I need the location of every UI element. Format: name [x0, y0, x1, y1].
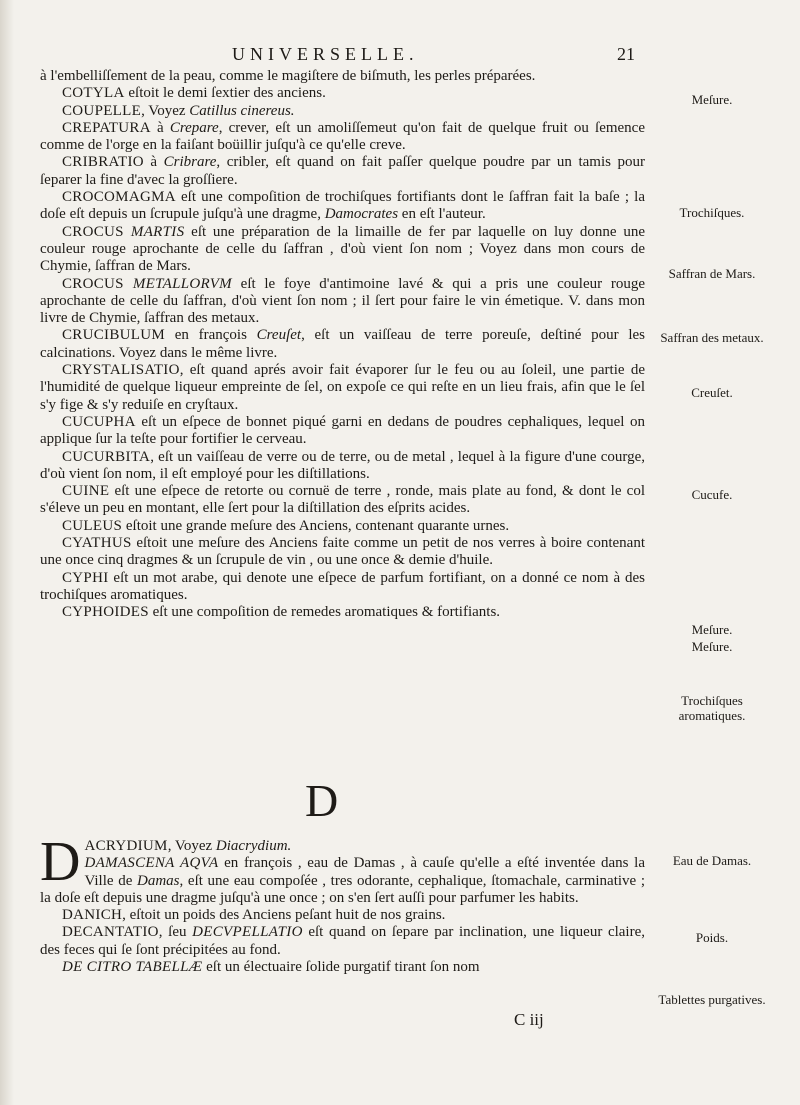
entry-coupelle: COUPELLE, Voyez Catillus cinereus. — [62, 102, 295, 119]
signature-mark: C iij — [514, 1010, 544, 1029]
entry-damascena: DAMASCENA AQVA en françois , eau de Damas , à cauſe qu'elle a eſté inventée dans la Ville de Damas, eſt une eau compoſée , tres odorante, cephalique, ſtomachale, carminative ; la doſe eſt depuis une dragme juſqu'à une once ; on s'en ſert auſſi pour parfumer les habits. — [40, 855, 646, 906]
entry-crocomagma: CROCOMAGMA eſt une compoſition de trochiſques fortifiants dont le ſaffran fait la baſe ; la doſe eſt depuis un ſcrupule juſqu'à une dragme, Damocrates en eſt l'auteur. — [40, 189, 645, 223]
marginal-note: Creuſet. — [691, 385, 733, 400]
entry-cuine: CUINE eſt une eſpece de retorte ou cornuë de terre , ronde, mais plate au fond, & dont le col s'éleve un peu en montant, elle ſert pour la diſtillation des eſprits acides. — [40, 483, 645, 517]
marginal-note: Saffran de Mars. — [668, 266, 756, 281]
marginal-note: Tablettes purgatives. — [658, 992, 766, 1007]
entry-danich: DANICH, eſtoit un poids des Anciens peſant huit de nos grains. — [62, 907, 446, 924]
marginal-note: Trochiſques. — [679, 205, 745, 220]
marginal-note: Meſure. — [691, 92, 733, 107]
marginal-note: Cucufe. — [691, 487, 733, 502]
marginal-note: Eau de Damas. — [672, 853, 752, 868]
drop-cap: D — [40, 831, 81, 893]
entry-cyphoides: CYPHOIDES eſt une compoſition de remedes aromatiques & fortifiants. — [62, 604, 501, 621]
entry-crystalisatio: CRYSTALISATIO, eſt quand aprés avoir fait évaporer ſur le feu ou au ſoleil, une partie de l'humidité de quelque liqueur empreinte de ſel, on expoſe ce qui reſte en un lieu frais, afin que le ſel s'y fige & s'y reduiſe en cryſtaux. — [40, 362, 645, 413]
running-head: UNIVERSELLE. — [232, 44, 419, 64]
entry-dacrydium: DACRYDIUM, Voyez Diacrydium. — [40, 831, 292, 893]
marginal-note: Meſure. — [691, 622, 733, 637]
page-spine-shadow — [0, 0, 14, 1105]
entry-cotyla: COTYLA eſtoit le demi ſextier des anciens. — [62, 85, 326, 102]
page-number: 21 — [617, 44, 635, 64]
section-c-entries — [40, 68, 645, 622]
marginal-note: Trochiſques aromatiques. — [678, 693, 746, 723]
entry-de-citro-tabellae: DE CITRO TABELLÆ eſt un électuaire ſolide purgatif tirant ſon nom — [62, 959, 480, 976]
marginal-note: Saffran des metaux. — [660, 330, 764, 345]
entry-continuation: à l'embelliſſement de la peau, comme le magiſtere de biſmuth, les perles préparées. — [40, 68, 536, 84]
entry-cyphi: CYPHI eſt un mot arabe, qui denote une eſpece de parfum fortifiant, on a donné ce nom à des trochiſques aromatiques. — [40, 569, 645, 603]
section-letter-heading: D — [305, 775, 339, 826]
entry-crocus-metallorum: CROCUS METALLORVM eſt le foye d'antimoine lavé & qui a pris une couleur rouge aprochante de celle du ſaffran, d'où vient ſon nom ; il ſert pour faire le vin émetique. V. dans mon livre de Chymie, ſaffran des metaux. — [40, 275, 645, 327]
entry-culeus: CULEUS eſtoit une grande meſure des Anciens, contenant quarante urnes. — [62, 517, 510, 534]
entry-cucurbita: CUCURBITA, eſt un vaiſſeau de verre ou de terre, ou de metal , lequel à la figure d'une courge, d'où vient ſon nom, il eſt employé pour les diſtillations. — [40, 448, 645, 482]
section-d-entries — [40, 831, 646, 976]
entry-crucibulum: CRUCIBULUM en françois Creuſet, eſt un vaiſſeau de terre poreuſe, deſtiné pour les calcinations. Voyez dans le même livre. — [40, 327, 646, 361]
marginal-note: Poids. — [695, 930, 729, 945]
entry-cribratio: CRIBRATIO à Cribrare, cribler, eſt quand on fait paſſer quelque poudre par un tamis pour ſeparer la fine d'avec la groſſiere. — [40, 154, 645, 188]
entry-decantatio: DECANTATIO, ſeu DECVPELLATIO eſt quand on ſepare par inclination, une liqueur claire, des feces qui ſe ſont précipitées au fond. — [40, 924, 645, 958]
entry-cyathus: CYATHUS eſtoit une meſure des Anciens faite comme un petit de nos verres à boire contenant une once cinq dragmes & un ſcrupule de vin , ou une once & demie d'huile. — [40, 535, 645, 569]
marginal-note: Meſure. — [691, 639, 733, 654]
entry-crocus-martis: CROCUS MARTIS eſt une préparation de la limaille de fer par laquelle on luy donne une couleur rouge aprochante de celle du ſaffran , d'où vient ſon nom ; Voyez dans mon cours de Chymie, ſaffran de Mars. — [40, 223, 645, 275]
entry-crepatura: CREPATURA à Crepare, crever, eſt un amoliſſemeut qu'on fait de quelque fruit ou ſemence comme de l'orge en la faiſant boüillir juſqu'à ce qu'elle creve. — [40, 119, 645, 154]
entry-cucupha: CUCUPHA eſt un eſpece de bonnet piqué garni en dedans de poudres cephaliques, lequel on applique ſur la teſte pour fortifier le cerveau. — [40, 413, 645, 448]
